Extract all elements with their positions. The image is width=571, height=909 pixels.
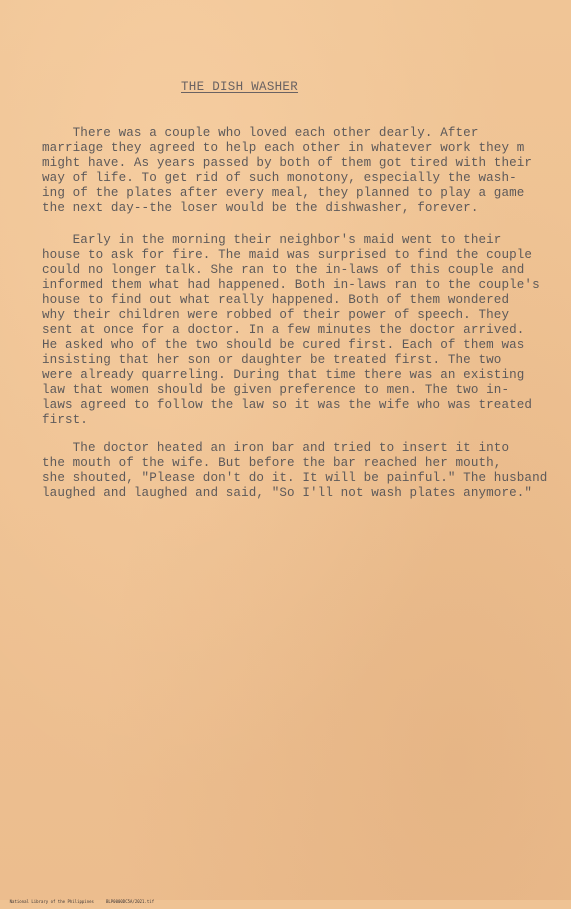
text-line: why their children were robbed of their power of speech. They (42, 308, 510, 322)
paragraph-2 (42, 233, 542, 428)
paragraph-3 (42, 441, 548, 501)
text-line: way of life. To get rid of such monotony, especially the wash- (42, 171, 517, 185)
text-line: ing of the plates after every meal, they planned to play a game (42, 186, 525, 200)
document-title: THE DISH WASHER (181, 80, 299, 94)
text-line: Early in the morning their neighbor's maid went to their (42, 233, 502, 247)
text-line: laughed and laughed and said, "So I'll not wash plates anymore." (42, 486, 533, 500)
text-line: There was a couple who loved each other dearly. After (42, 126, 479, 140)
text-line: might have. As years passed by both of them got tired with their (42, 156, 533, 170)
scan-footer (0, 894, 154, 909)
text-line: were already quarreling. During that time there was an existing (42, 368, 525, 382)
text-line: the mouth of the wife. But before the bar reached her mouth, (42, 456, 502, 470)
paragraph-1 (42, 126, 542, 216)
text-line: marriage they agreed to help each other in whatever work they m (42, 141, 525, 155)
text-line: could no longer talk. She ran to the in-laws of this couple and (42, 263, 525, 277)
text-line: first. (42, 413, 88, 427)
text-line: insisting that her son or daughter be treated first. The two (42, 353, 502, 367)
text-line: informed them what had happened. Both in-laws ran to the couple's (42, 278, 540, 292)
text-line: house to find out what really happened. Both of them wondered (42, 293, 510, 307)
footer-institution: National Library of the Philippines (9, 899, 94, 904)
text-line: sent at once for a doctor. In a few minutes the doctor arrived. (42, 323, 525, 337)
text-line: The doctor heated an iron bar and tried to insert it into (42, 441, 510, 455)
text-line: the next day--the loser would be the dishwasher, forever. (42, 201, 479, 215)
text-line: she shouted, "Please don't do it. It will be painful." The husband (42, 471, 548, 485)
footer-file: BLP0000DC5A/2021.tif (105, 899, 155, 904)
text-line: laws agreed to follow the law so it was the wife who was treated (42, 398, 533, 412)
text-line: house to ask for fire. The maid was surprised to find the couple (42, 248, 533, 262)
text-line: He asked who of the two should be cured first. Each of them was (42, 338, 525, 352)
text-line: law that women should be given preference to men. The two in- (42, 383, 510, 397)
